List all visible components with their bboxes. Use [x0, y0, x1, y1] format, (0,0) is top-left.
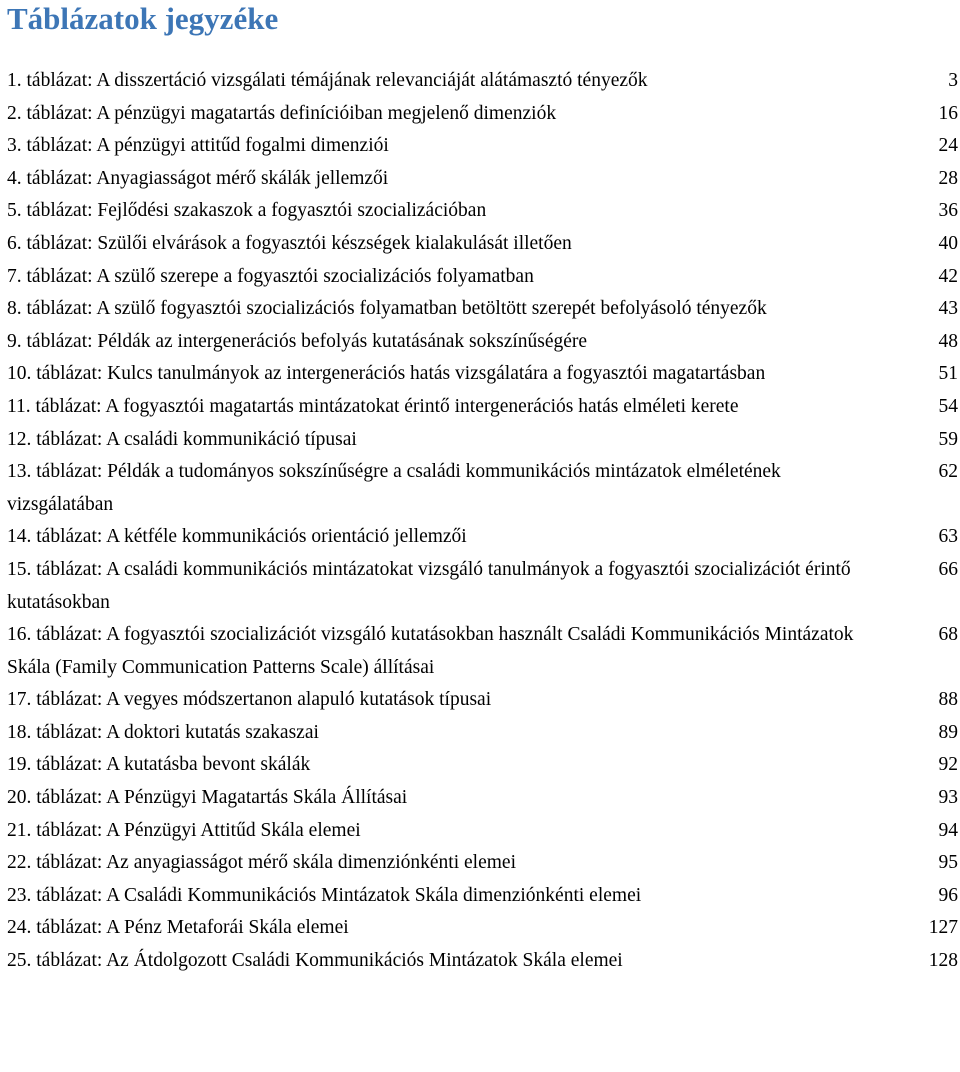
toc-entry-page: 51 [938, 363, 958, 385]
toc-entry-6[interactable] [7, 228, 960, 261]
toc-entry-page: 95 [938, 852, 958, 874]
toc-entry-text: 19. táblázat: A kutatásba bevont skálák [7, 754, 311, 776]
toc-entry-text: 25. táblázat: Az Átdolgozott Családi Kommunikációs Mintázatok Skála elemei [7, 950, 623, 972]
toc-entry-text: 20. táblázat: A Pénzügyi Magatartás Skála Állításai [7, 787, 408, 809]
toc-entry-text: 5. táblázat: Fejlődési szakaszok a fogyasztói szocializációban [7, 200, 487, 222]
toc-entry-text: 17. táblázat: A vegyes módszertanon alapuló kutatások típusai [7, 689, 492, 711]
toc-entry-page: 42 [938, 265, 958, 287]
toc-entry-page: 93 [938, 787, 958, 809]
toc-entry-14[interactable] [7, 521, 960, 554]
toc-entry-text: 14. táblázat: A kétféle kommunikációs orientáció jellemzői [7, 526, 467, 548]
toc-entry-page: 128 [928, 950, 958, 972]
toc-entry-text: 15. táblázat: A családi kommunikációs mintázatokat vizsgáló tanulmányok a fogyasztói szocializációt érintő kutatásokban [7, 558, 851, 613]
toc-entry-page: 24 [938, 135, 958, 157]
toc-entry-page: 62 [938, 461, 958, 483]
toc-entry-2[interactable] [7, 98, 960, 131]
toc-entry-text: 24. táblázat: A Pénz Metaforái Skála elemei [7, 917, 349, 939]
toc-entry-page: 96 [938, 884, 958, 906]
toc-entry-text: 22. táblázat: Az anyagiasságot mérő skála dimenziónkénti elemei [7, 852, 516, 874]
toc-entry-7[interactable] [7, 261, 960, 294]
toc-entry-text: 16. táblázat: A fogyasztói szocializációt vizsgáló kutatásokban használt Családi Kommunikációs Mintázatok Skála (Family Communication Patterns Scale) állításai [7, 624, 854, 678]
toc-entry-page: 16 [938, 102, 958, 124]
toc-entry-page: 92 [938, 754, 958, 776]
toc-entry-13[interactable] [7, 456, 960, 521]
toc-entry-page: 43 [938, 298, 958, 320]
toc-entry-20[interactable] [7, 782, 960, 815]
toc-entry-text: 2. táblázat: A pénzügyi magatartás definícióiban megjelenő dimenziók [7, 102, 557, 124]
toc-entry-11[interactable] [7, 391, 960, 424]
toc-entry-19[interactable] [7, 749, 960, 782]
toc-entry-page: 88 [938, 689, 958, 711]
toc-entry-text: 7. táblázat: A szülő szerepe a fogyasztói szocializációs folyamatban [7, 265, 534, 287]
toc-entry-text: 21. táblázat: A Pénzügyi Attitűd Skála elemei [7, 819, 361, 841]
toc-entry-17[interactable] [7, 684, 960, 717]
toc-entry-page: 94 [938, 819, 958, 841]
toc-entry-10[interactable] [7, 358, 960, 391]
toc-entry-8[interactable] [7, 293, 960, 326]
page-title: Táblázatok jegyzéke [7, 1, 279, 36]
toc-entry-page: 59 [938, 428, 958, 450]
toc-entry-page: 127 [928, 917, 958, 939]
toc-entry-text: 1. táblázat: A disszertáció vizsgálati témájának relevanciáját alátámasztó tényezők [7, 70, 648, 91]
toc-entry-page: 36 [938, 200, 958, 222]
toc-entry-page: 48 [938, 330, 958, 352]
toc-entry-3[interactable] [7, 130, 960, 163]
toc-entry-page: 3 [948, 70, 958, 91]
toc-entry-text: 9. táblázat: Példák az intergenerációs befolyás kutatásának sokszínűségére [7, 330, 588, 352]
toc-entry-text: 10. táblázat: Kulcs tanulmányok az intergenerációs hatás vizsgálatára a fogyasztói magatartásban [7, 363, 766, 385]
toc-entry-5[interactable] [7, 195, 960, 228]
toc-entry-18[interactable] [7, 717, 960, 750]
toc-entry-text: 3. táblázat: A pénzügyi attitűd fogalmi dimenziói [7, 135, 389, 157]
toc-entry-page: 63 [938, 526, 958, 548]
toc-entry-1[interactable] [7, 65, 960, 98]
toc-entry-22[interactable] [7, 847, 960, 880]
toc-entry-4[interactable] [7, 163, 960, 196]
toc-entry-page: 28 [938, 167, 958, 189]
toc-entry-24[interactable] [7, 912, 960, 945]
table-of-tables [7, 65, 960, 978]
toc-entry-25[interactable] [7, 945, 960, 978]
toc-entry-text: 18. táblázat: A doktori kutatás szakaszai [7, 721, 319, 743]
toc-entry-text: 11. táblázat: A fogyasztói magatartás mintázatokat érintő intergenerációs hatás elméleti kerete [7, 395, 739, 417]
toc-entry-15[interactable] [7, 554, 960, 619]
toc-entry-12[interactable] [7, 424, 960, 457]
toc-entry-21[interactable] [7, 815, 960, 848]
toc-entry-text: 12. táblázat: A családi kommunikáció típusai [7, 428, 357, 450]
toc-entry-page: 40 [938, 232, 958, 254]
toc-entry-page: 66 [938, 558, 958, 580]
toc-entry-page: 54 [938, 395, 958, 417]
toc-entry-16[interactable] [7, 619, 960, 684]
toc-entry-text: 13. táblázat: Példák a tudományos sokszínűségre a családi kommunikációs mintázatok elméletének vizsgálatában [7, 461, 781, 515]
toc-entry-text: 4. táblázat: Anyagiasságot mérő skálák jellemzői [7, 167, 389, 189]
toc-entry-page: 68 [938, 624, 958, 646]
toc-entry-text: 23. táblázat: A Családi Kommunikációs Mintázatok Skála dimenziónkénti elemei [7, 884, 642, 906]
toc-entry-9[interactable] [7, 326, 960, 359]
toc-entry-page: 89 [938, 721, 958, 743]
toc-entry-text: 6. táblázat: Szülői elvárások a fogyasztói készségek kialakulását illetően [7, 232, 572, 254]
toc-entry-23[interactable] [7, 880, 960, 913]
toc-entry-text: 8. táblázat: A szülő fogyasztói szocializációs folyamatban betöltött szerepét befolyásoló tényezők [7, 298, 767, 320]
